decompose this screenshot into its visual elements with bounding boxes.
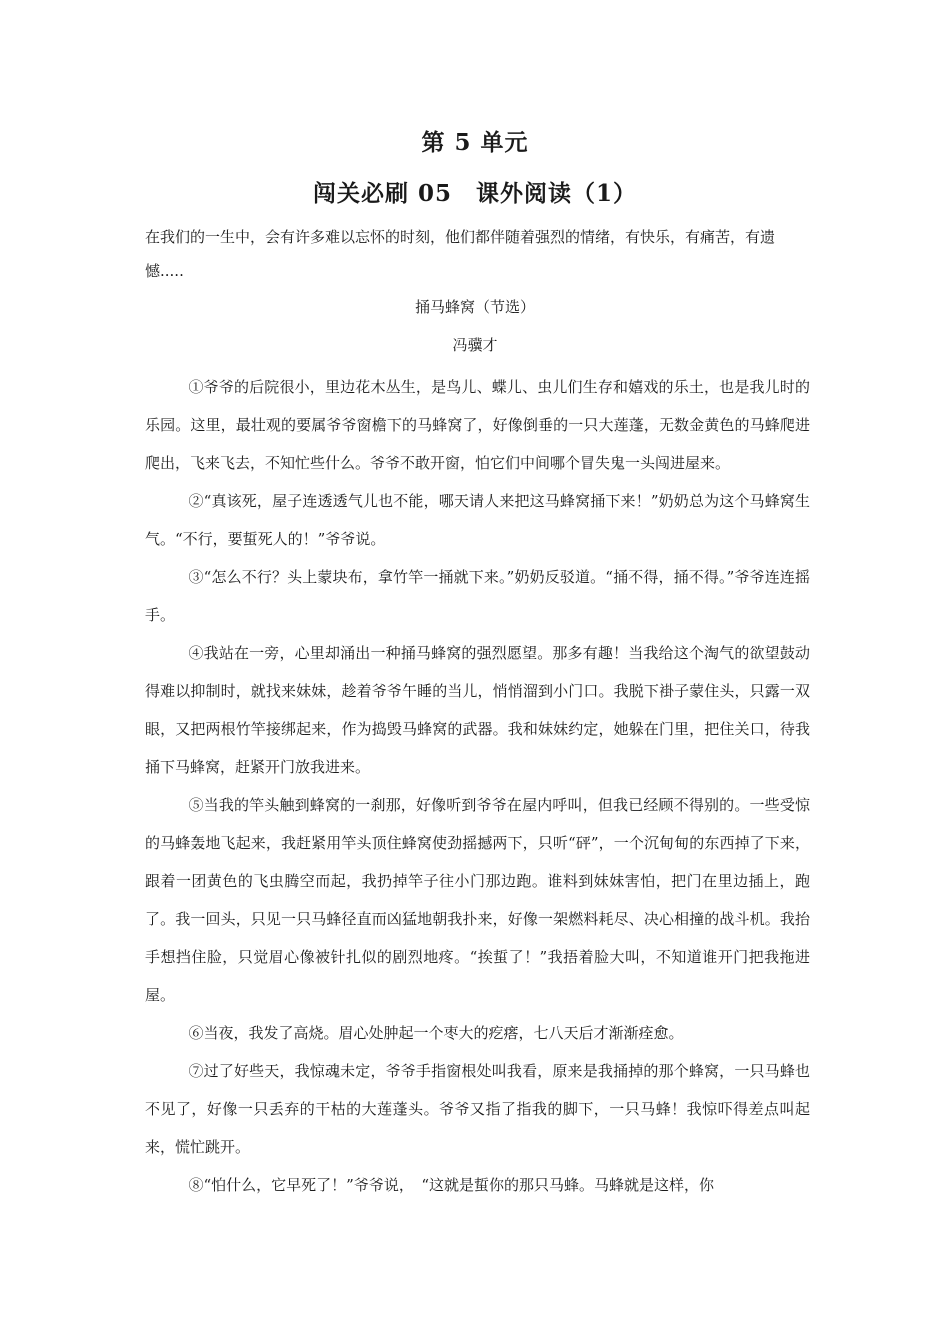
paragraph-1: ①爷爷的后院很小，里边花木丛生，是鸟儿、蝶儿、虫儿们生存和嬉戏的乐土，也是我儿时的乐园。这里，最壮观的要属爷爷窗檐下的马蜂窝了，好像倒垂的一只大莲蓬，无数金黄色的马蜂爬进爬出，飞来飞去，不知忙些什么。爷爷不敢开窗，怕它们中间哪个冒失鬼一头闯进屋来。 bbox=[145, 378, 810, 472]
story-author: 冯骥才 bbox=[452, 336, 498, 354]
intro-paragraph: 在我们的一生中，会有许多难以忘怀的时刻，他们都伴随着强烈的情绪，有快乐，有痛苦，有遗憾..... bbox=[145, 228, 776, 280]
story-title: 捅马蜂窝（节选） bbox=[414, 298, 535, 316]
paragraph-7: ⑦过了好些天，我惊魂未定，爷爷手指窗根处叫我看，原来是我捅掉的那个蜂窝，一只马蜂也不见了，好像一只丢弃的干枯的大莲蓬头。爷爷又指了指我的脚下，一只马蜂！我惊吓得差点叫起来，慌忙跳开。 bbox=[145, 1062, 810, 1156]
paragraph-3: ③“怎么不行？头上蒙块布，拿竹竿一捅就下来。”奶奶反驳道。“捅不得，捅不得。”爷爷连连摇手。 bbox=[145, 568, 810, 624]
unit-title: 第 5 单元 bbox=[421, 129, 529, 156]
section-title: 闯关必刷 05 课外阅读（1） bbox=[312, 180, 638, 207]
paragraph-6: ⑥当夜，我发了高烧。眉心处肿起一个枣大的疙瘩，七八天后才渐渐痊愈。 bbox=[188, 1024, 684, 1042]
paragraph-4: ④我站在一旁，心里却涌出一种捅马蜂窝的强烈愿望。那多有趣！当我给这个淘气的欲望鼓动得难以抑制时，就找来妹妹，趁着爷爷午睡的当儿，悄悄溜到小门口。我脱下褂子蒙住头，只露一双眼，又把两根竹竿接绑起来，作为捣毁马蜂窝的武器。我和妹妹约定，她躲在门里，把住关口，待我捅下马蜂窝，赶紧开门放我进来。 bbox=[145, 644, 810, 776]
story-body bbox=[145, 368, 810, 1204]
paragraph-5: ⑤当我的竿头触到蜂窝的一刹那，好像听到爷爷在屋内呼叫，但我已经顾不得别的。一些受惊的马蜂轰地飞起来，我赶紧用竿头顶住蜂窝使劲摇撼两下，只听“砰”，一个沉甸甸的东西掉了下来，跟着一团黄色的飞虫腾空而起，我扔掉竿子往小门那边跑。谁料到妹妹害怕，把门在里边插上，跑了。我一回头，只见一只马蜂径直而凶猛地朝我扑来，好像一架燃料耗尽、决心相撞的战斗机。我抬手想挡住脸，只觉眉心像被针扎似的剧烈地疼。“挨蜇了！”我捂着脸大叫，不知道谁开门把我拖进屋。 bbox=[145, 796, 810, 1004]
paragraph-8: ⑧“怕什么，它早死了！”爷爷说， “这就是蜇你的那只马蜂。马蜂就是这样，你 bbox=[188, 1176, 715, 1194]
paragraph-2: ②“真该死，屋子连透透气儿也不能，哪天请人来把这马蜂窝捅下来！”奶奶总为这个马蜂窝生气。“不行，要蜇死人的！”爷爷说。 bbox=[145, 492, 810, 548]
